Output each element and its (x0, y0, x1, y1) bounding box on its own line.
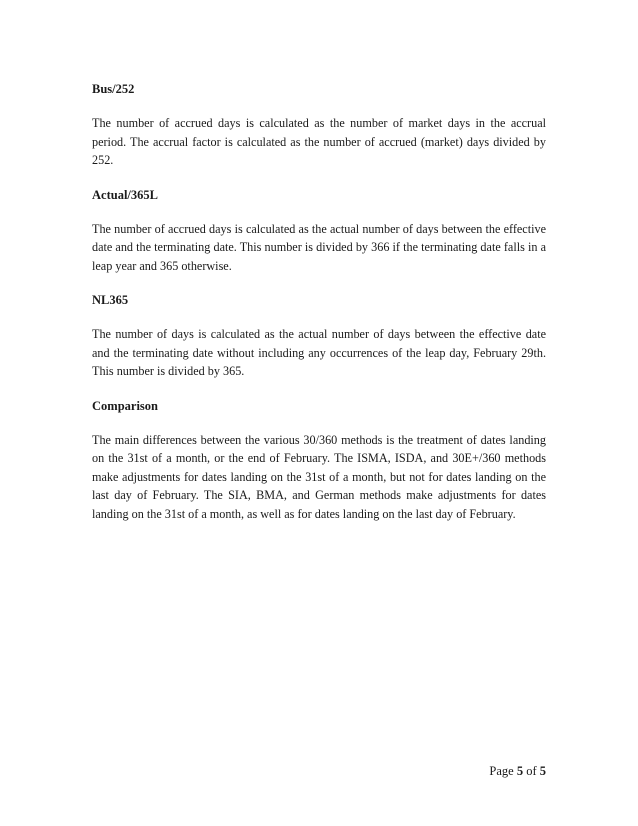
section-paragraph: The number of accrued days is calculated as the number of market days in the accrual period. The accrual factor is calculated as the number of accrued (market) days divided by 252. (92, 116, 546, 167)
page-word: Page (489, 764, 514, 778)
section-bus-252 (92, 80, 546, 170)
page-number-footer (489, 762, 546, 780)
page-content (92, 80, 546, 539)
section-heading: Bus/252 (92, 82, 135, 96)
total-pages-number: 5 (539, 764, 546, 778)
section-heading: Actual/365L (92, 187, 158, 202)
section-nl365 (92, 291, 546, 381)
section-paragraph: The number of days is calculated as the actual number of days between the effective date and the terminating date without including any occurrences of the leap day, February 29th. This number is divided by 365. (92, 327, 546, 378)
section-actual-365l (92, 186, 546, 276)
section-comparison (92, 397, 546, 524)
section-heading: Comparison (92, 398, 158, 413)
of-word: of (526, 764, 537, 778)
section-paragraph: The number of accrued days is calculated as the actual number of days between the effective date and the terminating date. This number is divided by 366 if the terminating date falls in a leap year and 365 otherwise. (92, 221, 546, 273)
section-heading: NL365 (92, 293, 129, 307)
section-paragraph: The main differences between the various 30/360 methods is the treatment of dates landing on the 31st of a month, or the end of February. The ISMA, ISDA, and 30E+/360 methods make adjustments for dates landing on the 31st of a month, but not for dates landing on the last day of February. The SIA, BMA, and German methods make adjustments for dates landing on the 31st of a month, as well as for dates landing on the last day of February. (92, 432, 546, 521)
current-page-number: 5 (516, 764, 524, 778)
